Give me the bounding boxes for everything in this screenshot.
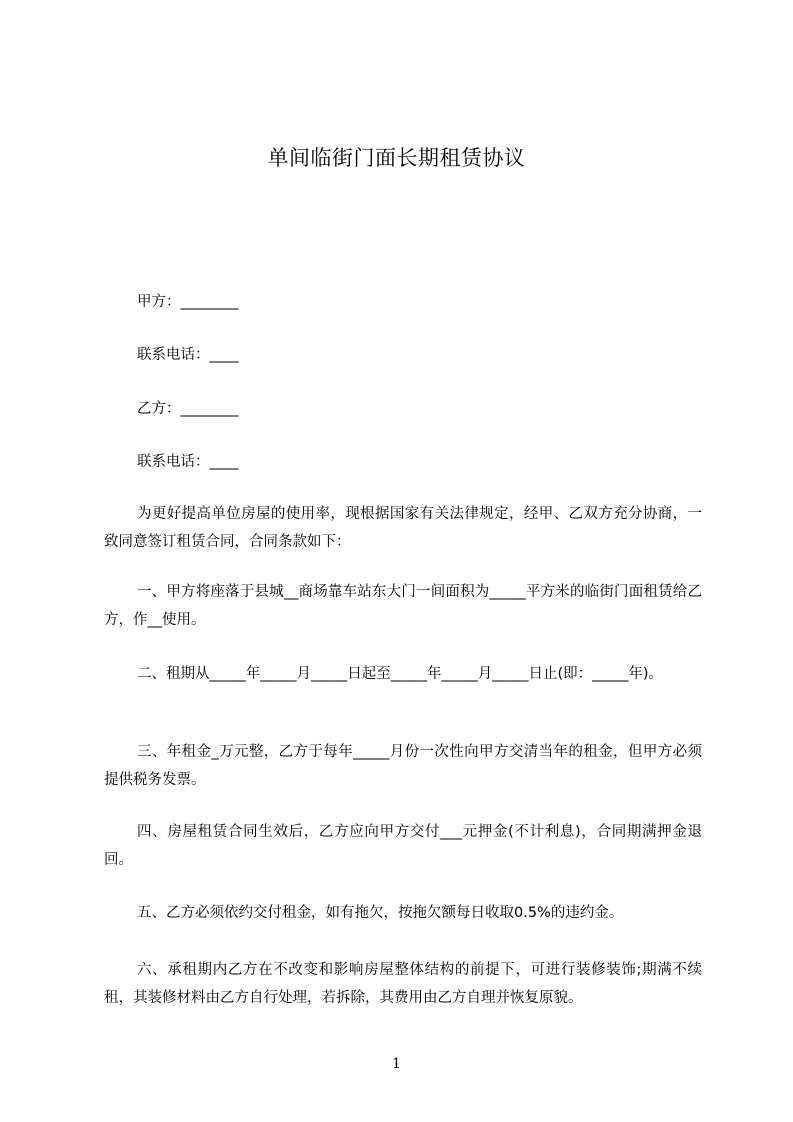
party-b-phone-line: 联系电话：____: [137, 454, 239, 470]
page-number: 1: [392, 1056, 401, 1072]
clause-6-renovation: 六、承租期内乙方在不改变和影响房屋整体结构的前提下，可进行装修装饰;期满不续租，其装修材料由乙方自行处理，若拆除，其费用由乙方自理并恢复原貌。: [104, 962, 702, 1006]
clause-5-late-fee: 五、乙方必须依约交付租金，如有拖欠，按拖欠额每日收取0.5%的违约金。: [137, 905, 624, 921]
party-a-phone-line: 联系电话：____: [137, 347, 239, 363]
clause-4-deposit: 四、房屋租赁合同生效后，乙方应向甲方交付___元押金(不计利息)，合同期满押金退回。: [104, 824, 702, 868]
document-title: 单间临街门面长期租赁协议: [267, 146, 526, 170]
party-a-line: 甲方：________: [137, 294, 239, 310]
clause-2-term: 二、租期从_____年_____月_____日起至_____年_____月_____日止(即：_____年)。: [137, 666, 664, 682]
contract-intro-paragraph: 为更好提高单位房屋的使用率，现根据国家有关法律规定，经甲、乙双方充分协商，一致同意签订租赁合同，合同条款如下：: [104, 506, 702, 550]
clause-1-premises: 一、甲方将座落于县城__商场靠车站东大门一间面积为_____平方米的临街门面租赁给乙方，作__使用。: [104, 584, 702, 628]
party-b-line: 乙方：________: [137, 401, 239, 417]
clause-3-rent: 三、年租金_万元整，乙方于每年_____月份一次性向甲方交清当年的租金，但甲方必须提供税务发票。: [104, 744, 702, 788]
